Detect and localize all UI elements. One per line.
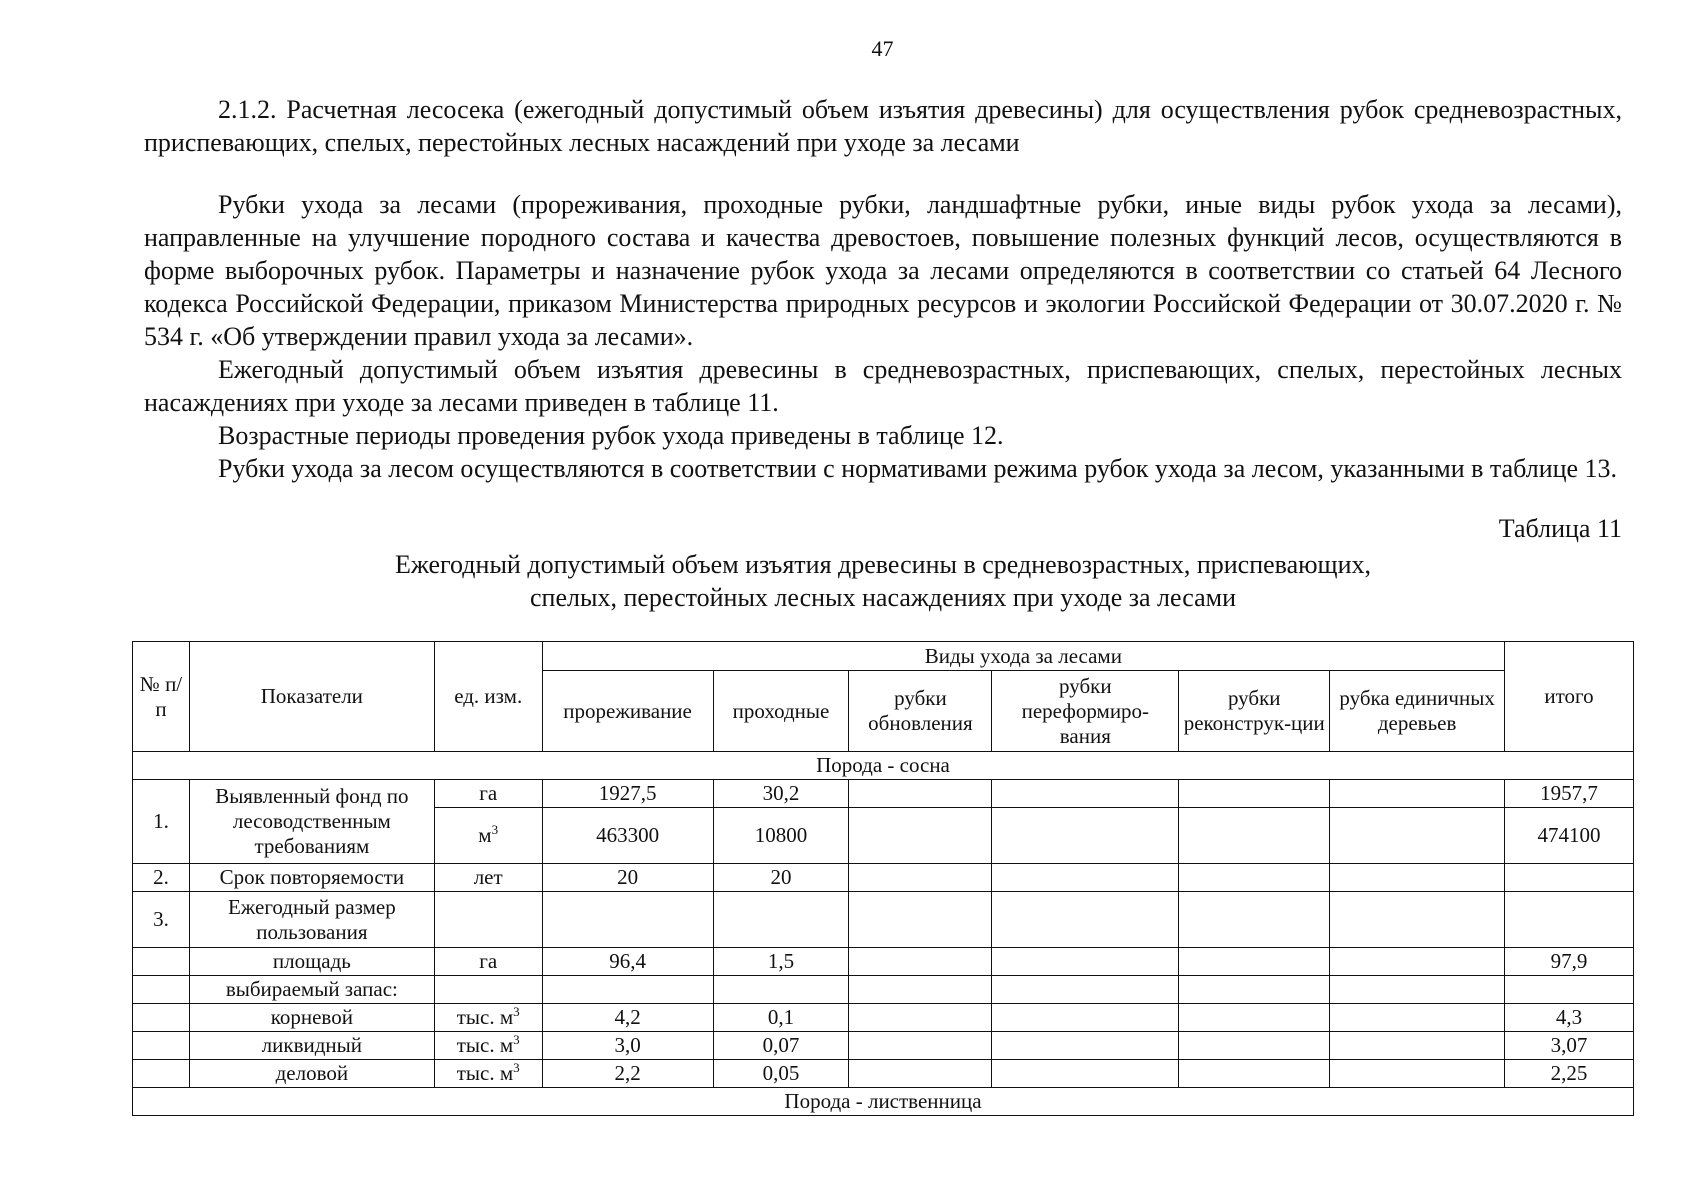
value-cell: 96,4 — [542, 948, 713, 976]
col-type-header: рубки реконструк-ции — [1179, 671, 1330, 752]
value-cell — [849, 808, 992, 864]
value-cell — [849, 780, 992, 808]
value-cell — [1330, 976, 1505, 1004]
total-cell: 2,25 — [1505, 1060, 1634, 1088]
page-number: 47 — [871, 36, 894, 61]
value-cell — [1330, 864, 1505, 892]
row-label: выбираемый запас: — [189, 976, 434, 1004]
row-number — [133, 1032, 190, 1060]
value-cell — [542, 976, 713, 1004]
row-number: 1. — [133, 780, 190, 864]
section-larch: Порода - лиственница — [133, 1088, 1634, 1116]
total-cell — [1505, 892, 1634, 948]
col-unit-header: ед. изм. — [434, 642, 542, 752]
total-cell: 3,07 — [1505, 1032, 1634, 1060]
row-unit: га — [434, 948, 542, 976]
value-cell: 2,2 — [542, 1060, 713, 1088]
row-label: Срок повторяемости — [189, 864, 434, 892]
value-cell: 1,5 — [713, 948, 849, 976]
value-cell — [992, 780, 1179, 808]
row-label: площадь — [189, 948, 434, 976]
value-cell: 20 — [713, 864, 849, 892]
paragraph: Возрастные периоды проведения рубок ухода приведены в таблице 12. — [218, 421, 1004, 450]
row-number — [133, 976, 190, 1004]
col-type-header: проходные — [713, 671, 849, 752]
total-cell: 4,3 — [1505, 1004, 1634, 1032]
value-cell — [1179, 1060, 1330, 1088]
table-title-line: спелых, перестойных лесных насаждениях при уходе за лесами — [530, 583, 1236, 612]
total-cell: 97,9 — [1505, 948, 1634, 976]
table-title — [144, 548, 1622, 614]
row-label: деловой — [189, 1060, 434, 1088]
value-cell — [849, 1004, 992, 1032]
body-text — [144, 188, 1622, 485]
value-cell — [1179, 780, 1330, 808]
section-heading-block — [144, 93, 1622, 159]
harvest-table — [132, 641, 1634, 1116]
total-cell: 1957,7 — [1505, 780, 1634, 808]
value-cell: 4,2 — [542, 1004, 713, 1032]
row-number: 3. — [133, 892, 190, 948]
value-cell — [1330, 808, 1505, 864]
value-cell — [1330, 1004, 1505, 1032]
table-row — [133, 780, 1634, 808]
row-unit — [434, 892, 542, 948]
table-row — [133, 948, 1634, 976]
col-type-header: рубки обновления — [849, 671, 992, 752]
row-unit — [434, 1060, 542, 1088]
total-cell — [1505, 864, 1634, 892]
value-cell — [849, 892, 992, 948]
row-label: корневой — [189, 1004, 434, 1032]
value-cell — [1330, 1060, 1505, 1088]
value-cell — [1330, 892, 1505, 948]
table-row — [133, 1032, 1634, 1060]
unit-superscript: 3 — [513, 1004, 520, 1019]
col-type-header: рубка единичных деревьев — [1330, 671, 1505, 752]
table-header-row — [133, 642, 1634, 671]
section-row — [133, 1088, 1634, 1116]
row-unit — [434, 1004, 542, 1032]
unit-text: м — [478, 823, 492, 847]
col-type-header: прореживание — [542, 671, 713, 752]
paragraph: Ежегодный допустимый объем изъятия древесины в средневозрастных, приспевающих, спелых, перестойных лесных насаждениях при уходе за лесами приведен в таблице 11. — [144, 355, 1622, 417]
value-cell — [1179, 1032, 1330, 1060]
unit-superscript: 3 — [491, 822, 499, 837]
col-total-header: итого — [1505, 642, 1634, 752]
table-row — [133, 1004, 1634, 1032]
value-cell — [992, 1060, 1179, 1088]
table-row — [133, 892, 1634, 948]
unit-text: тыс. м — [456, 1061, 514, 1085]
col-indicator-header: Показатели — [189, 642, 434, 752]
value-cell — [1179, 864, 1330, 892]
total-cell: 474100 — [1505, 808, 1634, 864]
value-cell: 463300 — [542, 808, 713, 864]
value-cell — [849, 864, 992, 892]
value-cell — [1179, 948, 1330, 976]
value-cell: 1927,5 — [542, 780, 713, 808]
row-unit — [434, 976, 542, 1004]
row-unit — [434, 808, 542, 864]
row-number — [133, 948, 190, 976]
value-cell: 10800 — [713, 808, 849, 864]
value-cell — [713, 976, 849, 1004]
value-cell — [1179, 892, 1330, 948]
value-cell — [849, 1032, 992, 1060]
section-row — [133, 752, 1634, 780]
value-cell — [992, 976, 1179, 1004]
unit-superscript: 3 — [513, 1032, 520, 1047]
value-cell: 20 — [542, 864, 713, 892]
unit-text: тыс. м — [456, 1033, 514, 1057]
value-cell — [849, 948, 992, 976]
value-cell — [1179, 808, 1330, 864]
row-number: 2. — [133, 864, 190, 892]
table-row — [133, 864, 1634, 892]
paragraph: Рубки ухода за лесом осуществляются в соответствии с нормативами режима рубок ухода за лесом, указанными в таблице 13. — [218, 454, 1618, 483]
value-cell — [992, 948, 1179, 976]
value-cell — [992, 1032, 1179, 1060]
paragraph: Рубки ухода за лесами (прореживания, проходные рубки, ландшафтные рубки, иные виды рубок ухода за лесами), направленные на улучшение породного состава и качества древостоев, повышение полезных функций лесов, осуществляются в форме выборочных рубок. Параметры и назначение рубок ухода за лесами определяются в соответствии со статьей 64 Лесного кодекса Российской Федерации, приказом Министерства природных ресурсов и экологии Российской Федерации от 30.07.2020 г. № 534 г. «Об утверждении правил ухода за лесами». — [144, 190, 1622, 351]
value-cell — [1330, 1032, 1505, 1060]
value-cell: 0,07 — [713, 1032, 849, 1060]
value-cell — [992, 808, 1179, 864]
value-cell — [1179, 1004, 1330, 1032]
table-row — [133, 1060, 1634, 1088]
unit-superscript: 3 — [513, 1060, 520, 1075]
row-number — [133, 1060, 190, 1088]
value-cell: 30,2 — [713, 780, 849, 808]
table-row — [133, 976, 1634, 1004]
value-cell — [1179, 976, 1330, 1004]
row-label: Выявленный фонд по лесоводственным требованиям — [189, 780, 434, 864]
section-pine: Порода - сосна — [133, 752, 1634, 780]
row-label: Ежегодный размер пользования — [189, 892, 434, 948]
value-cell — [713, 892, 849, 948]
value-cell — [1330, 948, 1505, 976]
value-cell — [849, 976, 992, 1004]
col-num-header: № п/п — [133, 642, 190, 752]
value-cell: 3,0 — [542, 1032, 713, 1060]
table-title-line: Ежегодный допустимый объем изъятия древесины в средневозрастных, приспевающих, — [395, 550, 1371, 579]
value-cell — [849, 1060, 992, 1088]
unit-text: тыс. м — [456, 1005, 514, 1029]
row-number — [133, 1004, 190, 1032]
value-cell — [992, 1004, 1179, 1032]
col-group-header: Виды ухода за лесами — [542, 642, 1504, 671]
total-cell — [1505, 976, 1634, 1004]
value-cell — [1330, 780, 1505, 808]
value-cell — [542, 892, 713, 948]
value-cell: 0,1 — [713, 1004, 849, 1032]
section-heading: 2.1.2. Расчетная лесосека (ежегодный допустимый объем изъятия древесины) для осуществления рубок средневозрастных, приспевающих, спелых, перестойных лесных насаждений при уходе за лесами — [144, 95, 1622, 157]
value-cell — [992, 892, 1179, 948]
value-cell: 0,05 — [713, 1060, 849, 1088]
row-unit: га — [434, 780, 542, 808]
col-type-header: рубки переформиро-вания — [992, 671, 1179, 752]
row-unit — [434, 1032, 542, 1060]
row-unit: лет — [434, 864, 542, 892]
row-label: ликвидный — [189, 1032, 434, 1060]
value-cell — [992, 864, 1179, 892]
table-label: Таблица 11 — [1498, 514, 1622, 543]
